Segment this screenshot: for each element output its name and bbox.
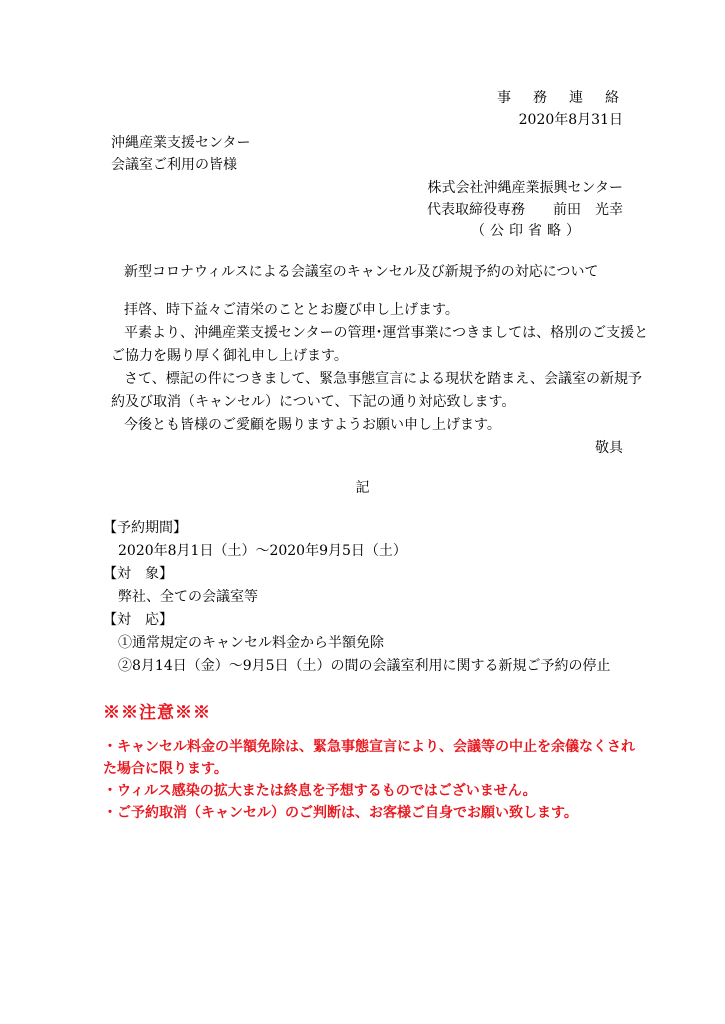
recipient-line-1: 沖縄産業支援センター: [111, 135, 251, 151]
document-date: 2020年8月31日: [518, 112, 623, 128]
body-paragraph-2a: 平素より、沖縄産業支援センターの管理･運営事業につきましては、格別のご支援と: [124, 325, 649, 341]
body-paragraph-3b: 約及び取消（キャンセル）について、下記の通り対応致します。: [111, 394, 516, 410]
ki-marker: 記: [355, 480, 370, 496]
target-label: 【対 象】: [103, 566, 173, 582]
notice-item-1a: ・キャンセル料金の半額免除は、緊急事態宣言により、会議等の中止を余儀なくされ: [103, 739, 635, 755]
response-label: 【対 応】: [103, 612, 173, 628]
notice-item-2: ・ウィルス感染の拡大または終息を予想するものではございません。: [103, 783, 537, 799]
period-value: 2020年8月1日（土）～2020年9月5日（土）: [118, 543, 407, 559]
notice-item-1b: た場合に限ります。: [103, 761, 228, 777]
response-item-2: ②8月14日（金）～9月5日（土）の間の会議室利用に関する新規ご予約の停止: [118, 658, 611, 674]
doc-type-label: 事 務 連 絡: [497, 90, 623, 106]
document-subject: 新型コロナウィルスによる会議室のキャンセル及び新規予約の対応について: [124, 264, 599, 280]
sender-company: 株式会社沖縄産業振興センター: [427, 180, 623, 196]
body-paragraph-3a: さて、標記の件につきまして、緊急事態宣言による現状を踏まえ、会議室の新規予: [124, 371, 642, 387]
response-item-1: ①通常規定のキャンセル料金から半額免除: [118, 635, 384, 651]
sender-title-name: 代表取締役専務 前田 光幸: [427, 202, 623, 218]
body-paragraph-2b: ご協力を賜り厚く御礼申し上げます。: [111, 348, 348, 364]
target-value: 弊社、全ての会議室等: [118, 589, 258, 605]
recipient-line-2: 会議室ご利用の皆様: [111, 157, 237, 173]
body-paragraph-4: 今後とも皆様のご愛顧を賜りますようお願い申し上げます。: [124, 417, 501, 433]
body-greeting: 拝啓、時下益々ご清栄のこととお慶び申し上げます。: [124, 302, 459, 318]
closing-keigu: 敬具: [595, 440, 623, 456]
notice-item-3: ・ご予約取消（キャンセル）のご判断は、お客様ご自身でお願い致します。: [103, 805, 578, 821]
notice-heading: ※※注意※※: [103, 703, 211, 723]
period-label: 【予約期間】: [103, 520, 187, 536]
seal-omitted-note: （公印省略）: [471, 223, 585, 239]
